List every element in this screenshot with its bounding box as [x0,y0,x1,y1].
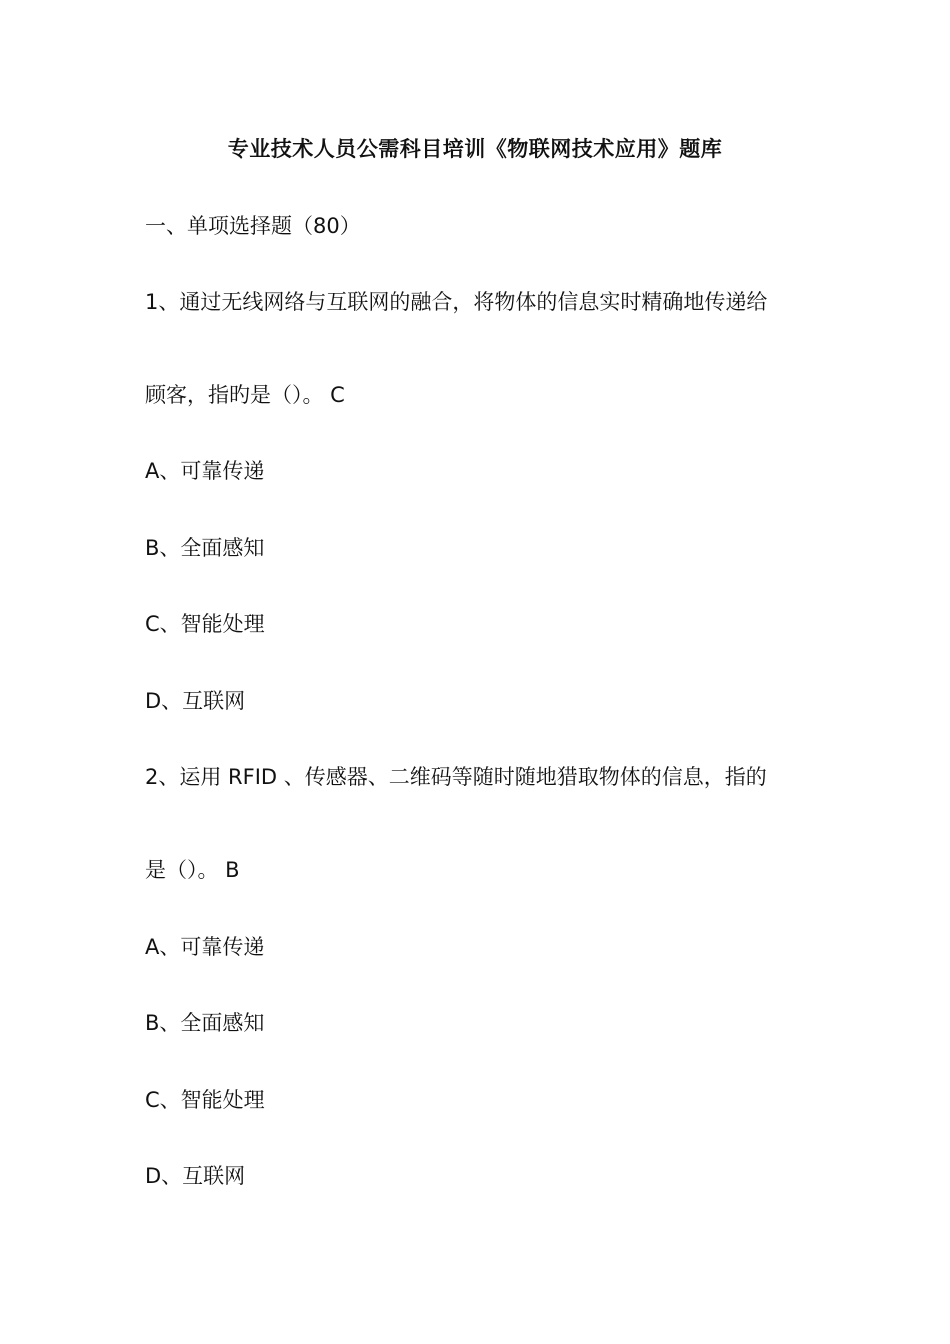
question-2-option-a: A、可靠传递 [145,935,265,959]
question-2-option-c: C、智能处理 [145,1088,265,1112]
question-1-option-b: B、全面感知 [145,536,265,560]
question-2-stem-line1: 2、运用 RFID 、传感器、二维码等随时随地猎取物体的信息，指的 [145,765,767,789]
question-2-stem-line2: 是（）。 B [145,858,240,882]
question-1-option-a: A、可靠传递 [145,459,265,483]
document-title: 专业技术人员公需科目培训《物联网技术应用》题库 [227,137,723,161]
section-heading: 一、单项选择题（80） [145,214,361,238]
question-2-option-d: D、互联网 [145,1164,246,1188]
question-1-stem-line2: 顾客，指旳是（）。 C [145,383,345,407]
question-1-option-c: C、智能处理 [145,612,265,636]
question-1-option-d: D、互联网 [145,689,246,713]
question-2-option-b: B、全面感知 [145,1011,265,1035]
question-1-stem-line1: 1、通过无线网络与互联网的融合，将物体的信息实时精确地传递给 [145,290,768,314]
